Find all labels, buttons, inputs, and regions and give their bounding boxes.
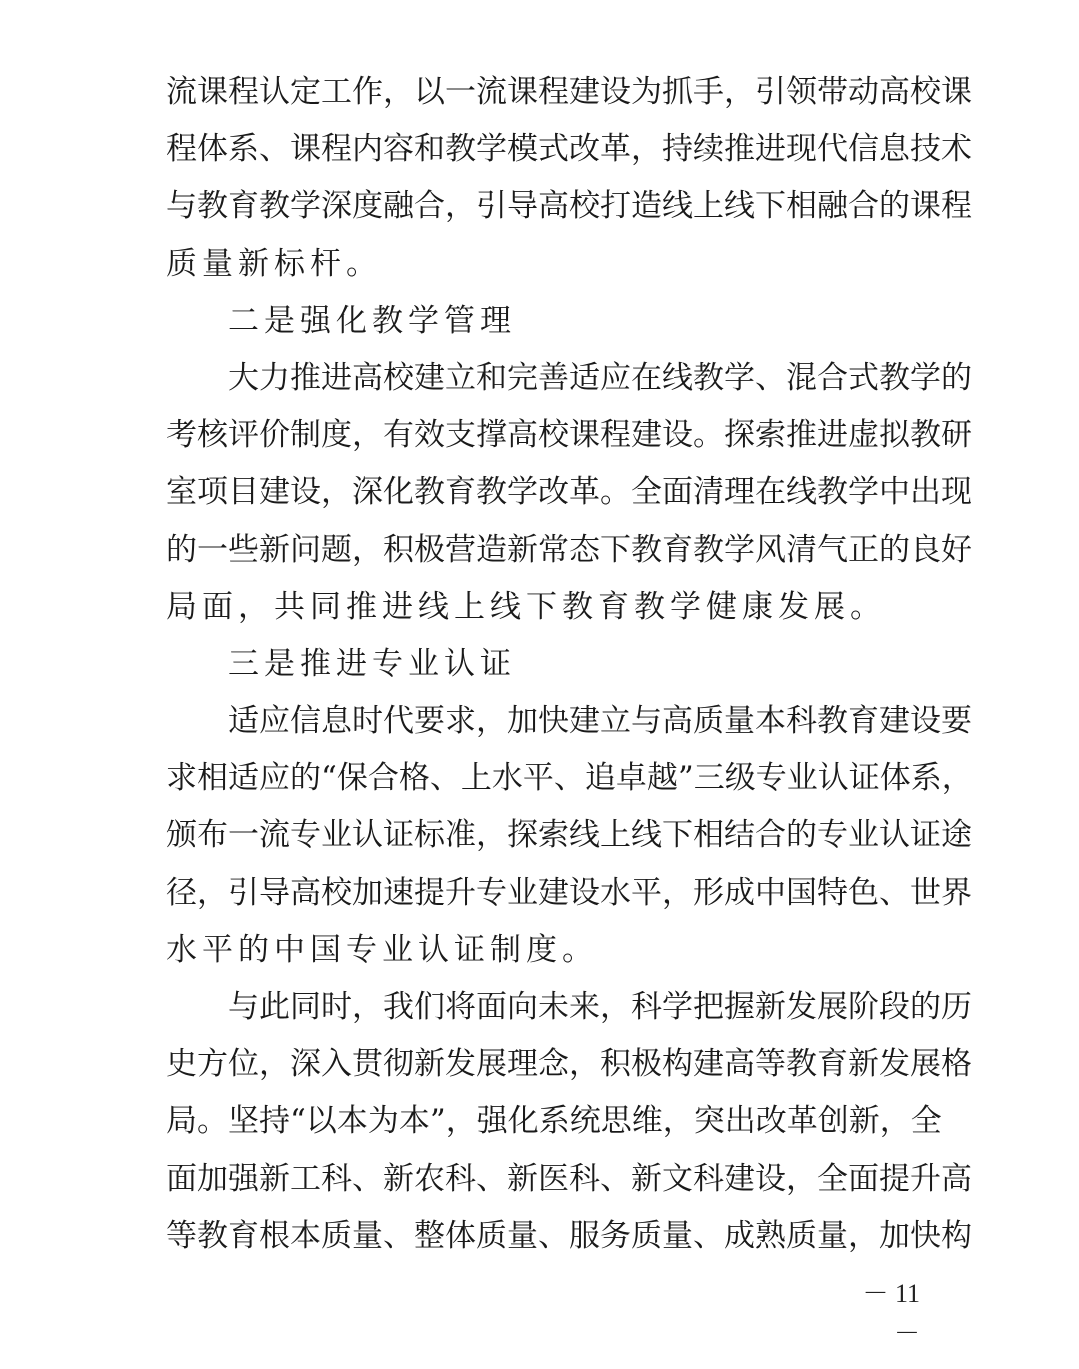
page-number: － 11 － [862, 1279, 920, 1348]
section-heading: 三是推进专业认证 [228, 645, 516, 682]
text-line: 局。坚持“以本为本”，强化系统思维，突出改革创新，全 [166, 1103, 942, 1140]
text-line: 面加强新工科、新农科、新医科、新文科建设，全面提升高 [166, 1160, 972, 1197]
text-line: 与此同时，我们将面向未来，科学把握新发展阶段的历 [228, 989, 972, 1025]
text-line: 颁布一流专业认证标准，探索线上线下相结合的专业认证途 [166, 817, 972, 854]
section-heading: 二是强化教学管理 [228, 302, 516, 339]
text-line: 流课程认定工作，以一流课程建设为抓手，引领带动高校课 [166, 74, 972, 110]
text-line: 考核评价制度，有效支撑高校课程建设。探索推进虚拟教研 [166, 417, 972, 454]
text-line: 室项目建设，深化教育教学改革。全面清理在线教学中出现 [166, 474, 972, 511]
text-line: 的一些新问题，积极营造新常态下教育教学风清气正的良好 [166, 531, 972, 568]
text-line: 等教育根本质量、整体质量、服务质量、成熟质量，加快构 [166, 1217, 972, 1254]
text-line: 局面，共同推进线上线下教育教学健康发展。 [166, 588, 886, 625]
text-line: 求相适应的“保合格、上水平、追卓越”三级专业认证体系， [166, 760, 973, 797]
text-line: 水平的中国专业认证制度。 [166, 931, 598, 968]
body-text [166, 64, 973, 1265]
text-line: 质量新标杆。 [166, 245, 382, 282]
text-line: 大力推进高校建立和完善适应在线教学、混合式教学的 [228, 359, 972, 396]
text-line: 径，引导高校加速提升专业建设水平，形成中国特色、世界 [166, 874, 972, 911]
text-line: 程体系、课程内容和教学模式改革，持续推进现代信息技术 [166, 131, 972, 168]
text-line: 与教育教学深度融合，引导高校打造线上线下相融合的课程 [166, 188, 972, 225]
text-line: 史方位，深入贯彻新发展理念，积极构建高等教育新发展格 [166, 1046, 972, 1083]
text-line: 适应信息时代要求，加快建立与高质量本科教育建设要 [228, 703, 972, 740]
